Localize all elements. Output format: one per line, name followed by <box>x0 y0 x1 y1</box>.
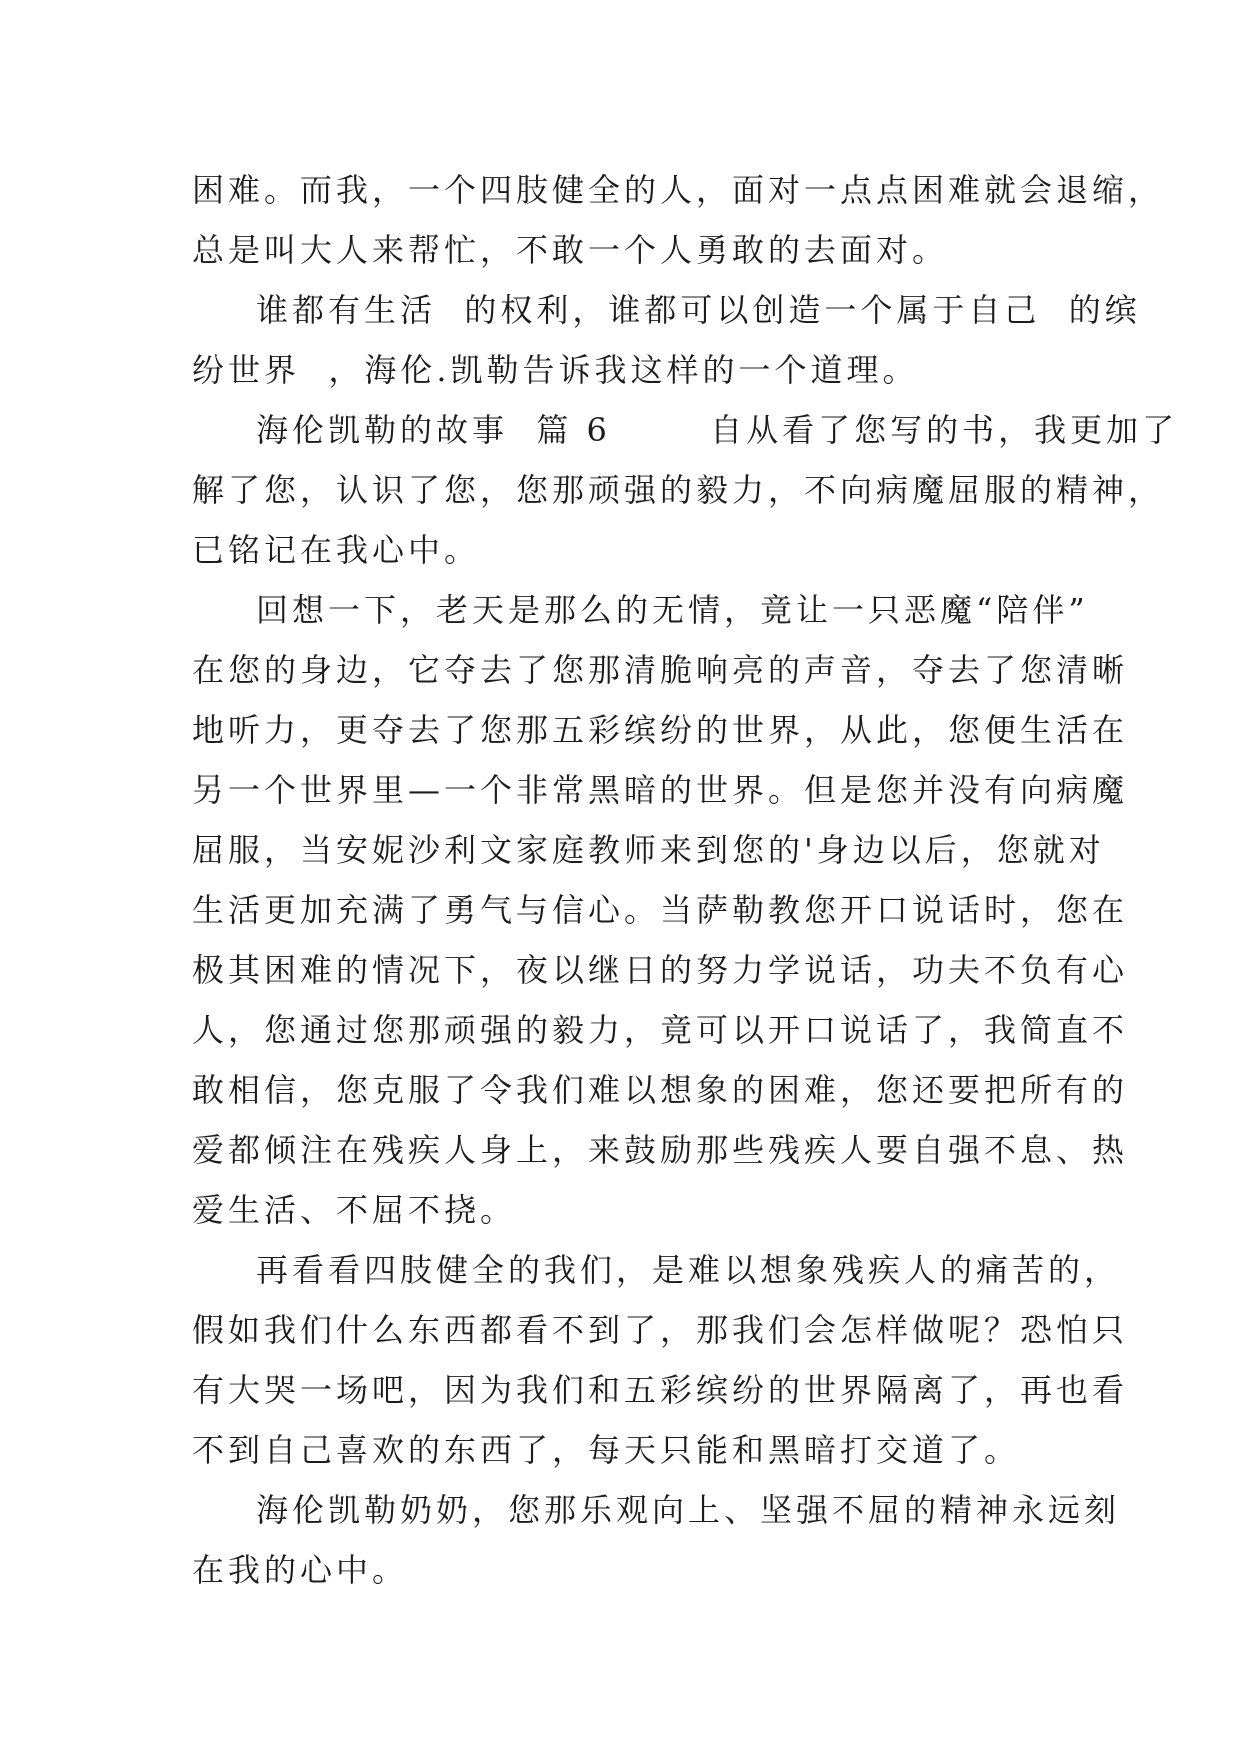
paragraph-start-line: 海伦凯勒奶奶，您那乐观向上、坚强不屈的精神永远刻 <box>256 1491 1121 1529</box>
paragraph-start-line: 回想一下，老天是那么的无情，竟让一只恶魔“陪伴” <box>256 591 1089 629</box>
text-line: 爱生活、不屈不挠。 <box>192 1191 517 1229</box>
text-line: 不到自己喜欢的东西了，每天只能和黑暗打交道了。 <box>192 1431 1021 1469</box>
text-line: 困难。而我，一个四肢健全的人，面对一点点困难就会退缩， <box>192 171 1165 209</box>
text-line: 已铭记在我心中。 <box>192 531 481 569</box>
text-line: 爱都倾注在残疾人身上，来鼓励那些残疾人要自强不息、热 <box>192 1131 1129 1169</box>
text-line: 纷世界 ，海伦.凯勒告诉我这样的一个道理。 <box>192 351 919 389</box>
paragraph-start-line: 海伦凯勒的故事 篇 6 自从看了您写的书，我更加了 <box>256 411 1179 449</box>
text-line: 屈服，当安妮沙利文家庭教师来到您的'身边以后，您就对 <box>192 831 1105 869</box>
text-line: 地听力，更夺去了您那五彩缤纷的世界，从此，您便生活在 <box>192 711 1129 749</box>
text-line: 总是叫大人来帮忙，不敢一个人勇敢的去面对。 <box>192 231 949 269</box>
text-line: 解了您，认识了您，您那顽强的毅力，不向病魔屈服的精神， <box>192 471 1165 509</box>
text-line: 有大哭一场吧，因为我们和五彩缤纷的世界隔离了，再也看 <box>192 1371 1129 1409</box>
text-line: 假如我们什么东西都看不到了，那我们会怎样做呢？恐怕只 <box>192 1311 1129 1349</box>
text-line: 另一个世界里—一个非常黑暗的世界。但是您并没有向病魔 <box>192 771 1129 809</box>
text-line: 生活更加充满了勇气与信心。当萨勒教您开口说话时，您在 <box>192 891 1129 929</box>
text-line: 在您的身边，它夺去了您那清脆响亮的声音，夺去了您清晰 <box>192 651 1129 689</box>
text-line: 敢相信，您克服了令我们难以想象的困难，您还要把所有的 <box>192 1071 1129 1109</box>
paragraph-start-line: 再看看四肢健全的我们，是难以想象残疾人的痛苦的， <box>256 1251 1121 1289</box>
text-line: 极其困难的情况下，夜以继日的努力学说话，功夫不负有心 <box>192 951 1129 989</box>
body-text <box>192 160 1179 1600</box>
text-line: 人，您通过您那顽强的毅力，竟可以开口说话了，我简直不 <box>192 1011 1129 1049</box>
paragraph-start-line: 谁都有生活 的权利，谁都可以创造一个属于自己 的缤 <box>256 291 1141 329</box>
text-line: 在我的心中。 <box>192 1551 409 1589</box>
